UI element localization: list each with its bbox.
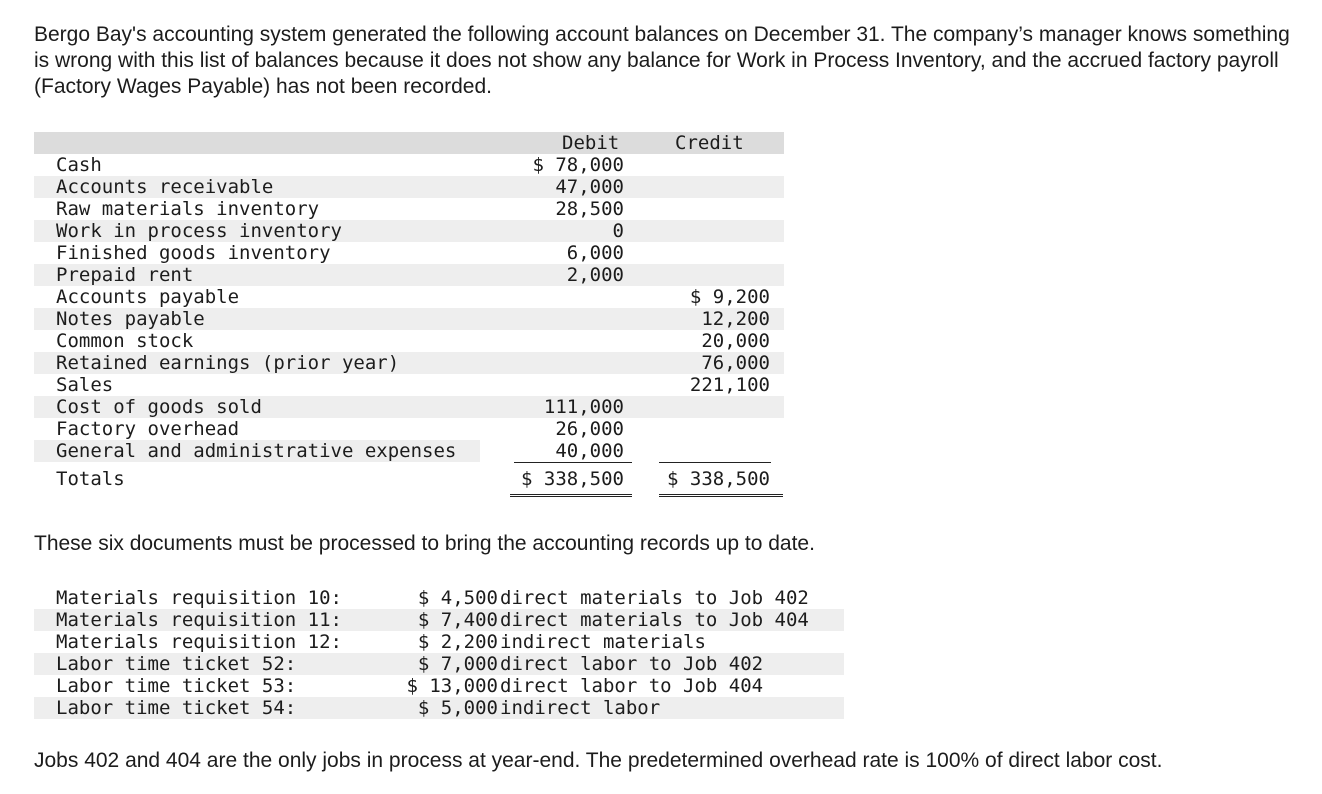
list-item	[34, 697, 844, 719]
document-label: Materials requisition 12:	[56, 631, 342, 653]
document-description: direct labor to Job 404	[500, 675, 764, 697]
account-name: Common stock	[56, 330, 194, 352]
table-row	[34, 396, 784, 418]
document-description: direct materials to Job 404	[500, 609, 809, 631]
document-amount: $ 7,400	[417, 609, 498, 631]
documents-intro: These six documents must be processed to bring the accounting records up to date.	[34, 532, 815, 555]
list-item	[34, 609, 844, 631]
credit-header: Credit	[675, 132, 744, 154]
debit-header: Debit	[562, 132, 620, 154]
table-row	[34, 374, 784, 396]
account-name: Accounts payable	[56, 286, 240, 308]
trial-balance-table	[34, 132, 784, 492]
document-amount: $ 13,000	[406, 675, 498, 697]
account-name: Factory overhead	[56, 418, 240, 440]
closing-paragraph: Jobs 402 and 404 are the only jobs in process at year-end. The predetermined overhead rate is 100% of direct labor cost.	[34, 749, 1163, 772]
credit-amount: 20,000	[701, 330, 770, 352]
intro-paragraph: Bergo Bay's accounting system generated the following account balances on December 31. The company’s manager knows something is wrong with this list of balances because it does not show any balance for Work in Process Inventory, and the accrued factory payroll (Factory Wages Payable) has not been recorded.	[34, 23, 1290, 98]
document-description: direct materials to Job 402	[500, 587, 809, 609]
debit-amount: 47,000	[555, 176, 624, 198]
document-description: indirect materials	[500, 631, 706, 653]
document-amount: $ 5,000	[417, 697, 498, 719]
table-row	[34, 198, 784, 220]
row-stripe-gap	[480, 440, 784, 462]
account-name: Cash	[56, 154, 102, 176]
credit-amount: 76,000	[701, 352, 770, 374]
account-name: Finished goods inventory	[56, 242, 331, 264]
table-header	[34, 132, 784, 154]
document-amount: $ 4,500	[417, 587, 498, 609]
list-item	[34, 675, 844, 697]
document-label: Labor time ticket 54:	[56, 697, 297, 719]
credit-amount: 221,100	[689, 374, 770, 396]
table-row	[34, 220, 784, 242]
document-label: Labor time ticket 52:	[56, 653, 297, 675]
debit-amount: 0	[612, 220, 624, 242]
table-row	[34, 418, 784, 440]
account-name: General and administrative expenses	[56, 440, 457, 462]
document-description: direct labor to Job 402	[500, 653, 764, 675]
credit-amount: 12,200	[701, 308, 770, 330]
debit-amount: 111,000	[543, 396, 624, 418]
account-name: Sales	[56, 374, 114, 396]
table-row	[34, 176, 784, 198]
list-item	[34, 631, 844, 653]
table-row	[34, 154, 784, 176]
table-row	[34, 286, 784, 308]
debit-amount: 40,000	[555, 440, 624, 462]
list-item	[34, 587, 844, 609]
table-row	[34, 330, 784, 352]
totals-label: Totals	[56, 468, 125, 490]
table-row	[34, 308, 784, 330]
document-amount: $ 7,000	[417, 653, 498, 675]
credit-total: $ 338,500	[667, 468, 770, 490]
table-row	[34, 440, 784, 462]
account-name: Accounts receivable	[56, 176, 274, 198]
totals-row	[34, 462, 784, 492]
debit-amount: 28,500	[555, 198, 624, 220]
table-row	[34, 264, 784, 286]
credit-amount: $ 9,200	[689, 286, 770, 308]
debit-amount: 26,000	[555, 418, 624, 440]
debit-amount: 6,000	[566, 242, 624, 264]
account-name: Work in process inventory	[56, 220, 342, 242]
account-name: Notes payable	[56, 308, 205, 330]
document-label: Materials requisition 10:	[56, 587, 342, 609]
document-amount: $ 2,200	[417, 631, 498, 653]
credit-double-underline	[659, 494, 783, 500]
debit-underline	[514, 462, 632, 463]
debit-total: $ 338,500	[521, 468, 624, 490]
document-description: indirect labor	[500, 697, 661, 719]
documents-list	[34, 587, 844, 719]
document-label: Labor time ticket 53:	[56, 675, 297, 697]
document-label: Materials requisition 11:	[56, 609, 342, 631]
debit-double-underline	[510, 494, 632, 500]
account-name: Retained earnings (prior year)	[56, 352, 400, 374]
table-row	[34, 242, 784, 264]
account-name: Prepaid rent	[56, 264, 194, 286]
table-row	[34, 352, 784, 374]
debit-amount: 2,000	[566, 264, 624, 286]
account-name: Cost of goods sold	[56, 396, 262, 418]
debit-amount: $ 78,000	[532, 154, 624, 176]
account-name: Raw materials inventory	[56, 198, 320, 220]
credit-underline	[659, 462, 771, 463]
list-item	[34, 653, 844, 675]
